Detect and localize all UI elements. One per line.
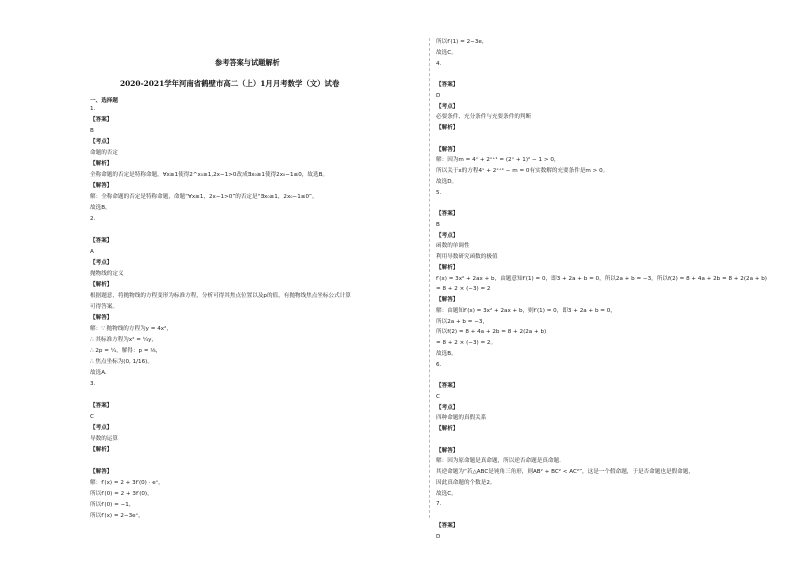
right-text-line: 【解析】 bbox=[436, 264, 459, 271]
right-text-line: 所以2a + b = −3， bbox=[436, 318, 489, 325]
left-text-line: 1. bbox=[90, 106, 96, 112]
left-text-line: 【解析】 bbox=[90, 161, 113, 167]
right-text-line: 解：因为m = 4ˣ + 2ˣ⁺¹ = (2ˣ + 1)² − 1 > 0， bbox=[436, 157, 560, 164]
right-text-line: 【答案】 bbox=[436, 383, 459, 389]
right-text-line: D bbox=[436, 92, 441, 99]
left-text-line: 【答案】 bbox=[90, 117, 113, 123]
right-text-line: 解：因为原命题是真命题，所以逆否命题是真命题. bbox=[436, 458, 561, 465]
left-text-line: 解：∵ 抛物线的方程为y = 4x²， bbox=[90, 326, 172, 332]
section-heading: 一、选择题 bbox=[90, 98, 118, 104]
left-text-line: 【解析】 bbox=[90, 282, 113, 288]
right-text-line: = 8 + 2 × (−3) = 2。 bbox=[436, 340, 497, 346]
left-text-line: 抛物线的定义 bbox=[90, 271, 124, 277]
left-text-line: 【考点】 bbox=[90, 425, 113, 431]
page-title: 参考答案与试题解析 bbox=[215, 58, 280, 67]
left-text-line: ∴ 2p = ¼，解得：p = ⅛， bbox=[90, 348, 162, 354]
left-text-line: 【解析】 bbox=[90, 447, 113, 453]
right-text-line: 四种命题的真假关系 bbox=[436, 415, 487, 422]
right-text-line: 【答案】 bbox=[436, 211, 459, 217]
right-text-line: 所以关于x的方程4ˣ + 2ˣ⁺¹ − m = 0有实数解的充要条件是m > 0。 bbox=[436, 168, 609, 174]
right-text-line: 故选D。 bbox=[436, 178, 458, 185]
left-text-line: 所以f′(0) = −1， bbox=[90, 502, 135, 508]
right-text-line: 4. bbox=[436, 60, 442, 67]
left-text-line: 导数的运算 bbox=[90, 436, 118, 442]
right-text-line: 函数的单调性 bbox=[436, 243, 470, 250]
left-text-line: 2. bbox=[90, 216, 96, 222]
left-text-line: 解：f′(x) = 2 + 3f′(0) · eˣ， bbox=[90, 480, 164, 486]
left-text-line: 可得答案。 bbox=[90, 304, 118, 310]
right-text-line: 利用导数研究函数的极值 bbox=[436, 254, 498, 260]
left-text-line: 全称命题的否定是特称命题，∀x≥1使得2^x₀≥1,2x−1>0改成∃x₀≥1使得2x₀−1≤0，故选B。 bbox=[90, 172, 328, 178]
left-text-line: ∴ 其标准方程为x² = ¼y， bbox=[90, 337, 158, 343]
exam-subtitle: 2020-2021学年河南省鹤壁市高二（上）1月月考数学（文）试卷 bbox=[120, 79, 340, 88]
right-text-line: 故选C。 bbox=[436, 49, 457, 56]
right-text-line: 【解答】 bbox=[436, 297, 459, 303]
column-divider bbox=[429, 38, 431, 518]
left-text-line: 【考点】 bbox=[90, 260, 113, 266]
right-text-line: 因此真命题的个数是2。 bbox=[436, 479, 496, 486]
right-text-line: C bbox=[436, 393, 440, 400]
right-text-line: = 8 + 2 × (−3) = 2 bbox=[436, 286, 491, 293]
right-text-line: 【解析】 bbox=[436, 426, 459, 432]
left-text-line: 【解答】 bbox=[90, 183, 113, 189]
left-text-line: 【解答】 bbox=[90, 315, 113, 321]
right-text-line: 故选B。 bbox=[436, 350, 457, 357]
left-text-line: 3. bbox=[90, 381, 96, 387]
right-text-line: 7. bbox=[436, 501, 442, 508]
right-text-line: 【答案】 bbox=[436, 522, 459, 529]
right-text-line: f′(x) = 3x² + 2ax + b，由题意知f′(1) = 0，即3 + 2a + b = 0，所以2a + b = −3，所以f(2) = 8 + 4a + 2b = 8 + 2(2a + b) bbox=[436, 275, 767, 282]
right-text-line: 【解析】 bbox=[436, 125, 459, 131]
left-text-line: 所以f′(0) = 2 + 3f′(0)， bbox=[90, 491, 153, 497]
left-text-line: 故选A. bbox=[90, 370, 107, 376]
left-text-line: 【解答】 bbox=[90, 469, 113, 475]
left-text-line: 根据题意，将抛物线的方程变形为标准方程，分析可得其焦点位置以及p的值，有抛物线焦点坐标公式计算 bbox=[90, 293, 351, 299]
right-text-line: 必要条件、充分条件与充要条件的判断 bbox=[436, 114, 532, 121]
right-text-line: 【答案】 bbox=[436, 82, 459, 88]
right-text-line: 故选C。 bbox=[436, 490, 457, 497]
right-text-line: 所以f(2) = 8 + 4a + 2b = 8 + 2(2a + b) bbox=[436, 329, 547, 336]
right-text-line: 【考点】 bbox=[436, 232, 459, 239]
left-text-line: 故选B。 bbox=[90, 205, 111, 211]
left-text-line: A bbox=[90, 249, 94, 255]
right-text-line: B bbox=[436, 221, 440, 228]
right-text-line: 【考点】 bbox=[436, 404, 459, 411]
left-text-line: 所以f′(x) = 2−3eˣ， bbox=[90, 513, 144, 519]
left-text-line: ∴ 焦点坐标为(0, 1/16)。 bbox=[90, 359, 153, 365]
left-text-line: 命题的否定 bbox=[90, 150, 118, 156]
right-text-line: 解：由题知f′(x) = 3x² + 2ax + b，则f′(1) = 0，即3 + 2a + b = 0， bbox=[436, 307, 616, 314]
right-text-line: 6. bbox=[436, 361, 442, 368]
left-text-line: 【答案】 bbox=[90, 403, 113, 409]
right-text-line: 5. bbox=[436, 189, 442, 196]
right-text-line: 【考点】 bbox=[436, 103, 459, 110]
right-text-line: D bbox=[436, 533, 441, 540]
left-text-line: 【答案】 bbox=[90, 238, 113, 244]
left-text-line: B bbox=[90, 128, 94, 134]
right-text-line: 其逆命题为“若△ABC是钝角三角形，则AB² + BC² < AC²”，这是一个假命题，于是否命题也是假命题， bbox=[436, 469, 694, 475]
right-text-line: 【解答】 bbox=[436, 447, 459, 454]
right-text-line: 所以f′(1) = 2−3e， bbox=[436, 39, 488, 45]
right-text-line: 【解答】 bbox=[436, 146, 459, 153]
left-text-line: C bbox=[90, 414, 94, 420]
left-text-line: 【考点】 bbox=[90, 139, 113, 145]
left-text-line: 解：全称命题的否定是特称命题，命题“∀x≥1，2x−1>0”的否定是“∃x₀≥1，2x₀−1≤0”。 bbox=[90, 194, 318, 200]
